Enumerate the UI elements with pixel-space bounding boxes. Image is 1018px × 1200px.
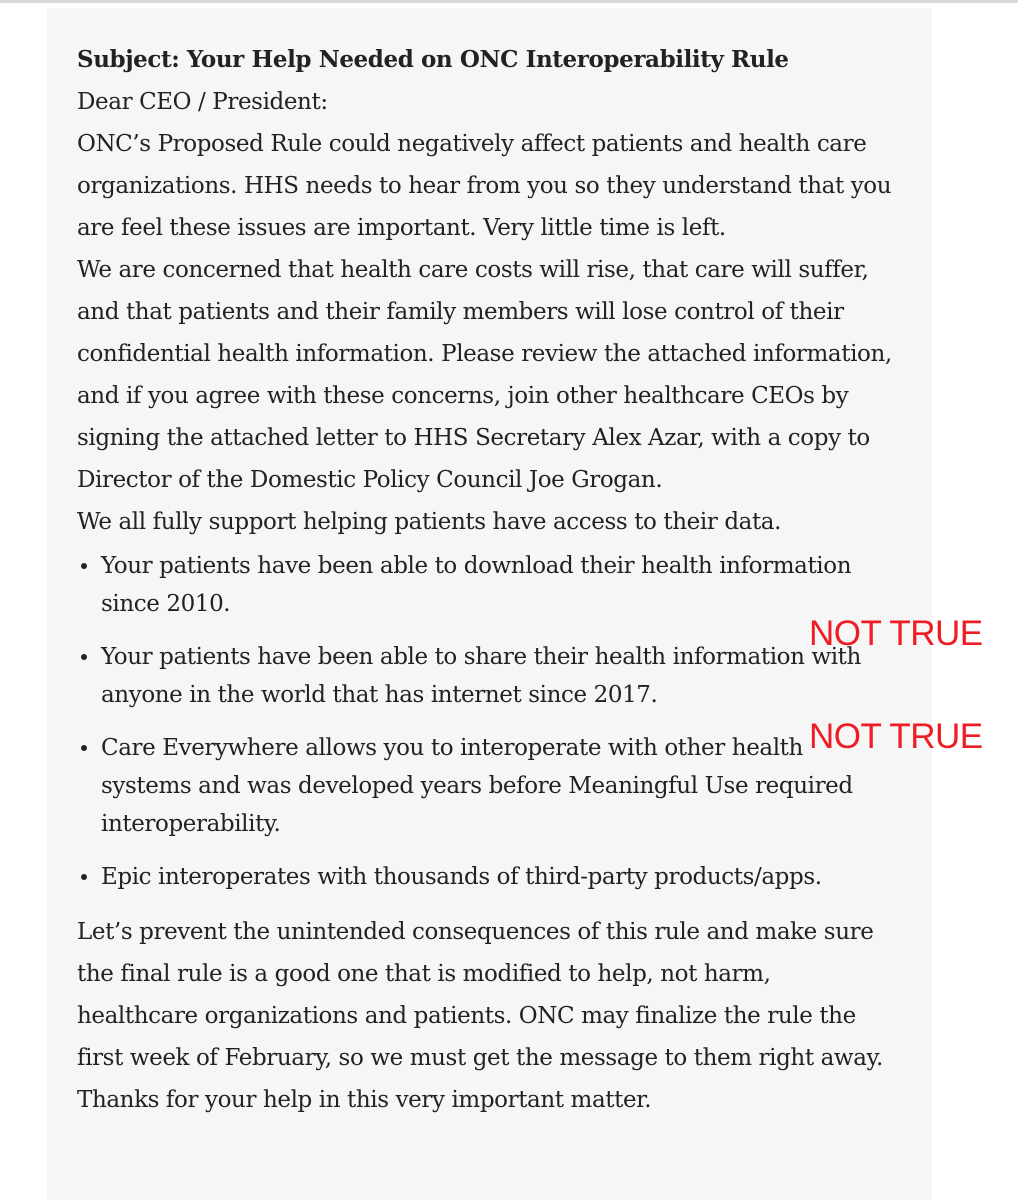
bullet-dot-icon	[81, 654, 87, 660]
bullet-list-wrapper	[77, 547, 897, 896]
not-true-annotation-2: NOT TRUE	[809, 717, 983, 756]
list-item	[77, 638, 897, 714]
paragraph-2: We are concerned that health care costs will rise, that care will suffer, and that patients and their family members will lose control of their confidential health information. Please review the attached information, and if you agree with these concerns, join other healthcare CEOs by signing the attached letter to HHS Secretary Alex Azar, with a copy to Director of the Domestic Policy Council Joe Grogan.	[77, 257, 892, 493]
email-subject: Subject: Your Help Needed on ONC Interoperability Rule	[77, 46, 789, 73]
list-item	[77, 729, 897, 843]
top-divider	[0, 0, 1018, 3]
closing-paragraph: Let’s prevent the unintended consequences of this rule and make sure the final rule is a good one that is modified to help, not harm, healthcare organizations and patients. ONC may finalize the rule the first week of February, so we must get the message to them right away. Thanks for your help in this very important matter.	[77, 919, 883, 1113]
email-greeting: Dear CEO / President:	[77, 89, 328, 115]
bullet-text: Your patients have been able to download their health information since 2010.	[101, 553, 852, 617]
email-panel	[47, 8, 932, 1200]
not-true-annotation-1: NOT TRUE	[809, 614, 983, 653]
list-item	[77, 547, 897, 623]
bullet-dot-icon	[81, 745, 87, 751]
bullet-text: Care Everywhere allows you to interoperate with other health systems and was developed years before Meaningful Use required interoperability.	[101, 735, 853, 837]
bullet-dot-icon	[81, 874, 87, 880]
bullet-dot-icon	[81, 563, 87, 569]
email-body	[77, 42, 897, 1121]
bullet-text: Your patients have been able to share their health information with anyone in the world that has internet since 2017.	[101, 644, 861, 708]
paragraph-1: ONC’s Proposed Rule could negatively affect patients and health care organizations. HHS needs to hear from you so they understand that you are feel these issues are important. Very little time is left.	[77, 131, 892, 241]
paragraph-3: We all fully support helping patients have access to their data.	[77, 509, 782, 535]
list-item	[77, 858, 897, 896]
bullet-list	[77, 547, 897, 896]
bullet-text: Epic interoperates with thousands of third-party products/apps.	[101, 864, 822, 890]
